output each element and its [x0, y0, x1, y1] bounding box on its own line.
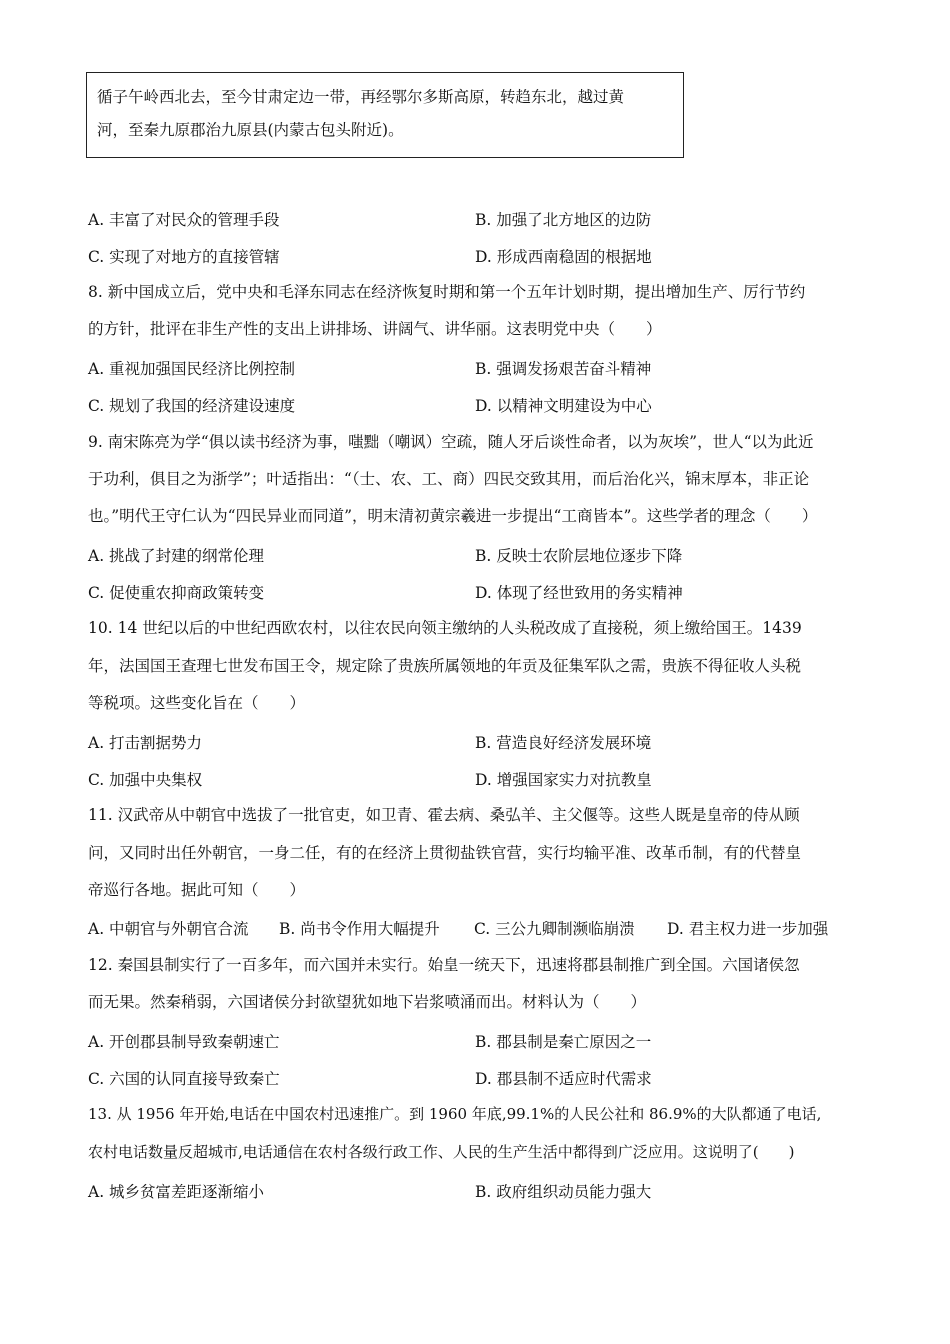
q7-option-d: D. 形成西南稳固的根据地 — [475, 248, 652, 266]
q10-option-b: B. 营造良好经济发展环境 — [475, 734, 652, 752]
excerpt-line: 循子午岭西北去，至今甘肃定边一带，再经鄂尔多斯高原，转趋东北，越过黄 — [97, 88, 625, 106]
q9-option-a: A. 挑战了封建的纲常伦理 — [88, 547, 265, 565]
q8-stem-line: 的方针，批评在非生产性的支出上讲排场、讲阔气、讲华丽。这表明党中央（ ） — [88, 320, 662, 338]
source-excerpt-box — [86, 72, 684, 158]
q11-option-b: B. 尚书令作用大幅提升 — [279, 920, 440, 938]
q11-stem-line: 问，又同时出任外朝官，一身二任，有的在经济上贯彻盐铁官营，实行均输平准、改革币制，有的代替皇 — [88, 844, 802, 862]
q12-option-b: B. 郡县制是秦亡原因之一 — [475, 1033, 652, 1051]
q9-option-c: C. 促使重农抑商政策转变 — [88, 584, 265, 602]
q9-stem-line: 于功利，俱目之为浙学”；叶适指出：“（士、农、工、商）四民交致其用，而后治化兴，锦末厚本，非正论 — [88, 470, 810, 488]
excerpt-line: 河，至秦九原郡治九原县(内蒙古包头附近)。 — [97, 121, 404, 139]
q11-option-c: C. 三公九卿制濒临崩溃 — [474, 920, 635, 938]
q7-option-b: B. 加强了北方地区的边防 — [475, 211, 652, 229]
q7-option-c: C. 实现了对地方的直接管辖 — [88, 248, 280, 266]
q11-stem-line: 帝巡行各地。据此可知（ ） — [88, 881, 306, 899]
q8-option-a: A. 重视加强国民经济比例控制 — [88, 360, 296, 378]
q10-option-a: A. 打击割据势力 — [88, 734, 203, 752]
q13-stem-line: 农村电话数量反超城市,电话通信在农村各级行政工作、人民的生产生活中都得到广泛应用。这说明了( ) — [88, 1143, 795, 1161]
q12-option-c: C. 六国的认同直接导致秦亡 — [88, 1070, 280, 1088]
q10-option-c: C. 加强中央集权 — [88, 771, 203, 789]
q12-option-d: D. 郡县制不适应时代需求 — [475, 1070, 652, 1088]
q11-option-d: D. 君主权力进一步加强 — [667, 920, 829, 938]
q9-option-d: D. 体现了经世致用的务实精神 — [475, 584, 683, 602]
q8-option-c: C. 规划了我国的经济建设速度 — [88, 397, 296, 415]
q9-stem-line: 也。”明代王守仁认为“四民异业而同道”，明末清初黄宗羲进一步提出“工商皆本”。这些学者的理念（ ） — [88, 507, 818, 525]
q8-option-d: D. 以精神文明建设为中心 — [475, 397, 652, 415]
q13-option-a: A. 城乡贫富差距逐渐缩小 — [88, 1183, 265, 1201]
q12-stem-line: 而无果。然秦稍弱，六国诸侯分封欲望犹如地下岩浆喷涌而出。材料认为（ ） — [88, 993, 647, 1011]
q9-stem-line: 9. 南宋陈亮为学“俱以读书经济为事，嗤黜（嘲讽）空疏，随人牙后谈性命者，以为灰埃”，世人“以为此近 — [88, 433, 814, 451]
q11-stem-line: 11. 汉武帝从中朝官中选拔了一批官吏，如卫青、霍去病、桑弘羊、主父偃等。这些人既是皇帝的侍从顾 — [88, 806, 800, 824]
q13-stem-line: 13. 从 1956 年开始,电话在中国农村迅速推广。到 1960 年底,99.1%的人民公社和 86.9%的大队都通了电话, — [88, 1105, 822, 1123]
q12-option-a: A. 开创郡县制导致秦朝速亡 — [88, 1033, 280, 1051]
q9-option-b: B. 反映士农阶层地位逐步下降 — [475, 547, 683, 565]
q13-option-b: B. 政府组织动员能力强大 — [475, 1183, 652, 1201]
q10-stem-line: 等税项。这些变化旨在（ ） — [88, 694, 306, 712]
q10-stem-line: 年，法国国王查理七世发布国王令，规定除了贵族所属领地的年贡及征集军队之需，贵族不得征收人头税 — [88, 657, 802, 675]
q12-stem-line: 12. 秦国县制实行了一百多年，而六国并未实行。始皇一统天下，迅速将郡县制推广到全国。六国诸侯忽 — [88, 956, 800, 974]
q10-stem-line: 10. 14 世纪以后的中世纪西欧农村，以往农民向领主缴纳的人头税改成了直接税，须上缴给国王。1439 — [88, 619, 802, 637]
q7-option-a: A. 丰富了对民众的管理手段 — [88, 211, 280, 229]
q11-option-a: A. 中朝官与外朝官合流 — [88, 920, 249, 938]
q8-option-b: B. 强调发扬艰苦奋斗精神 — [475, 360, 652, 378]
q8-stem-line: 8. 新中国成立后，党中央和毛泽东同志在经济恢复时期和第一个五年计划时期，提出增加生产、厉行节约 — [88, 283, 806, 301]
q10-option-d: D. 增强国家实力对抗教皇 — [475, 771, 652, 789]
